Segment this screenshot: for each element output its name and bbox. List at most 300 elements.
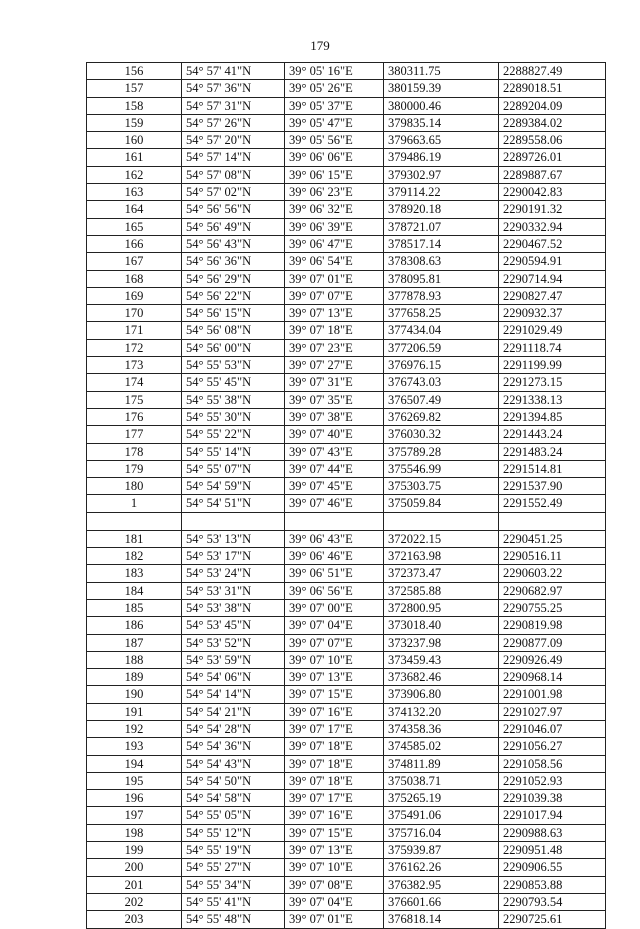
latitude-cell: 54° 53' 59"N bbox=[182, 651, 285, 668]
latitude-cell: 54° 54' 36"N bbox=[182, 738, 285, 755]
latitude-cell: 54° 54' 14"N bbox=[182, 686, 285, 703]
latitude-cell: 54° 55' 30"N bbox=[182, 408, 285, 425]
table-row bbox=[87, 634, 606, 651]
latitude-cell: 54° 53' 52"N bbox=[182, 634, 285, 651]
point-number-cell: 182 bbox=[87, 548, 182, 565]
y-coordinate-cell: 2290951.48 bbox=[499, 842, 606, 859]
coordinates-table-body bbox=[87, 63, 606, 929]
longitude-cell: 39° 07' 35"E bbox=[285, 391, 384, 408]
latitude-cell: 54° 57' 08"N bbox=[182, 166, 285, 183]
longitude-cell: 39° 07' 13"E bbox=[285, 842, 384, 859]
point-number-cell: 163 bbox=[87, 184, 182, 201]
latitude-cell: 54° 54' 59"N bbox=[182, 478, 285, 495]
table-row bbox=[87, 218, 606, 235]
longitude-cell bbox=[285, 512, 384, 530]
y-coordinate-cell: 2290819.98 bbox=[499, 617, 606, 634]
y-coordinate-cell: 2290332.94 bbox=[499, 218, 606, 235]
longitude-cell: 39° 07' 10"E bbox=[285, 651, 384, 668]
latitude-cell: 54° 56' 43"N bbox=[182, 235, 285, 252]
x-coordinate-cell: 374811.89 bbox=[384, 755, 499, 772]
point-number-cell: 196 bbox=[87, 790, 182, 807]
point-number-cell: 202 bbox=[87, 893, 182, 910]
point-number-cell: 169 bbox=[87, 287, 182, 304]
y-coordinate-cell: 2291483.24 bbox=[499, 443, 606, 460]
table-row bbox=[87, 548, 606, 565]
table-row bbox=[87, 460, 606, 477]
latitude-cell: 54° 55' 27"N bbox=[182, 859, 285, 876]
table-row bbox=[87, 322, 606, 339]
table-row bbox=[87, 911, 606, 928]
point-number-cell: 185 bbox=[87, 599, 182, 616]
latitude-cell: 54° 54' 50"N bbox=[182, 772, 285, 789]
longitude-cell: 39° 07' 13"E bbox=[285, 305, 384, 322]
latitude-cell: 54° 55' 48"N bbox=[182, 911, 285, 928]
longitude-cell: 39° 07' 46"E bbox=[285, 495, 384, 512]
point-number-cell: 170 bbox=[87, 305, 182, 322]
y-coordinate-cell: 2291537.90 bbox=[499, 478, 606, 495]
table-row bbox=[87, 166, 606, 183]
longitude-cell: 39° 07' 43"E bbox=[285, 443, 384, 460]
point-number-cell: 159 bbox=[87, 114, 182, 131]
longitude-cell: 39° 07' 16"E bbox=[285, 703, 384, 720]
table-row bbox=[87, 408, 606, 425]
longitude-cell: 39° 07' 13"E bbox=[285, 669, 384, 686]
y-coordinate-cell: 2290827.47 bbox=[499, 287, 606, 304]
longitude-cell: 39° 06' 43"E bbox=[285, 530, 384, 547]
table-row bbox=[87, 184, 606, 201]
y-coordinate-cell: 2289384.02 bbox=[499, 114, 606, 131]
longitude-cell: 39° 06' 51"E bbox=[285, 565, 384, 582]
point-number-cell: 161 bbox=[87, 149, 182, 166]
x-coordinate-cell: 379114.22 bbox=[384, 184, 499, 201]
latitude-cell: 54° 56' 49"N bbox=[182, 218, 285, 235]
y-coordinate-cell: 2290906.55 bbox=[499, 859, 606, 876]
y-coordinate-cell: 2290714.94 bbox=[499, 270, 606, 287]
latitude-cell: 54° 54' 58"N bbox=[182, 790, 285, 807]
x-coordinate-cell: 378517.14 bbox=[384, 235, 499, 252]
latitude-cell: 54° 57' 36"N bbox=[182, 80, 285, 97]
table-row bbox=[87, 617, 606, 634]
table-row bbox=[87, 893, 606, 910]
y-coordinate-cell: 2290467.52 bbox=[499, 235, 606, 252]
latitude-cell bbox=[182, 512, 285, 530]
longitude-cell: 39° 07' 15"E bbox=[285, 824, 384, 841]
point-number-cell: 157 bbox=[87, 80, 182, 97]
y-coordinate-cell: 2291443.24 bbox=[499, 426, 606, 443]
point-number-cell: 191 bbox=[87, 703, 182, 720]
longitude-cell: 39° 05' 47"E bbox=[285, 114, 384, 131]
longitude-cell: 39° 07' 15"E bbox=[285, 686, 384, 703]
latitude-cell: 54° 54' 28"N bbox=[182, 720, 285, 737]
x-coordinate-cell: 372800.95 bbox=[384, 599, 499, 616]
x-coordinate-cell: 375303.75 bbox=[384, 478, 499, 495]
point-number-cell: 192 bbox=[87, 720, 182, 737]
table-row bbox=[87, 443, 606, 460]
point-number-cell: 186 bbox=[87, 617, 182, 634]
y-coordinate-cell: 2291001.98 bbox=[499, 686, 606, 703]
point-number-cell: 194 bbox=[87, 755, 182, 772]
table-row bbox=[87, 772, 606, 789]
x-coordinate-cell: 373459.43 bbox=[384, 651, 499, 668]
x-coordinate-cell: 378721.07 bbox=[384, 218, 499, 235]
point-number-cell: 158 bbox=[87, 97, 182, 114]
y-coordinate-cell: 2291017.94 bbox=[499, 807, 606, 824]
y-coordinate-cell: 2291199.99 bbox=[499, 357, 606, 374]
y-coordinate-cell: 2290682.97 bbox=[499, 582, 606, 599]
table-row bbox=[87, 565, 606, 582]
x-coordinate-cell: 372022.15 bbox=[384, 530, 499, 547]
x-coordinate-cell: 376601.66 bbox=[384, 893, 499, 910]
table-row bbox=[87, 339, 606, 356]
table-row bbox=[87, 374, 606, 391]
longitude-cell: 39° 06' 54"E bbox=[285, 253, 384, 270]
y-coordinate-cell: 2290516.11 bbox=[499, 548, 606, 565]
x-coordinate-cell: 374358.36 bbox=[384, 720, 499, 737]
latitude-cell: 54° 54' 21"N bbox=[182, 703, 285, 720]
latitude-cell: 54° 57' 14"N bbox=[182, 149, 285, 166]
table-row bbox=[87, 530, 606, 547]
point-number-cell: 175 bbox=[87, 391, 182, 408]
longitude-cell: 39° 06' 32"E bbox=[285, 201, 384, 218]
x-coordinate-cell: 380000.46 bbox=[384, 97, 499, 114]
longitude-cell: 39° 07' 08"E bbox=[285, 876, 384, 893]
x-coordinate-cell: 375789.28 bbox=[384, 443, 499, 460]
longitude-cell: 39° 06' 06"E bbox=[285, 149, 384, 166]
y-coordinate-cell: 2291027.97 bbox=[499, 703, 606, 720]
longitude-cell: 39° 06' 47"E bbox=[285, 235, 384, 252]
y-coordinate-cell: 2291273.15 bbox=[499, 374, 606, 391]
y-coordinate-cell: 2291552.49 bbox=[499, 495, 606, 512]
x-coordinate-cell: 379302.97 bbox=[384, 166, 499, 183]
x-coordinate-cell: 377878.93 bbox=[384, 287, 499, 304]
y-coordinate-cell: 2289204.09 bbox=[499, 97, 606, 114]
latitude-cell: 54° 56' 22"N bbox=[182, 287, 285, 304]
latitude-cell: 54° 55' 14"N bbox=[182, 443, 285, 460]
y-coordinate-cell: 2290451.25 bbox=[499, 530, 606, 547]
table-row bbox=[87, 132, 606, 149]
point-number-cell: 172 bbox=[87, 339, 182, 356]
y-coordinate-cell: 2290191.32 bbox=[499, 201, 606, 218]
x-coordinate-cell: 376162.26 bbox=[384, 859, 499, 876]
latitude-cell: 54° 53' 24"N bbox=[182, 565, 285, 582]
table-row bbox=[87, 287, 606, 304]
latitude-cell: 54° 57' 26"N bbox=[182, 114, 285, 131]
latitude-cell: 54° 53' 31"N bbox=[182, 582, 285, 599]
point-number-cell: 199 bbox=[87, 842, 182, 859]
longitude-cell: 39° 07' 18"E bbox=[285, 755, 384, 772]
table-row bbox=[87, 114, 606, 131]
x-coordinate-cell: 379486.19 bbox=[384, 149, 499, 166]
longitude-cell: 39° 05' 37"E bbox=[285, 97, 384, 114]
point-number-cell: 165 bbox=[87, 218, 182, 235]
x-coordinate-cell: 373682.46 bbox=[384, 669, 499, 686]
latitude-cell: 54° 55' 19"N bbox=[182, 842, 285, 859]
longitude-cell: 39° 07' 01"E bbox=[285, 270, 384, 287]
y-coordinate-cell: 2288827.49 bbox=[499, 63, 606, 80]
point-number-cell: 197 bbox=[87, 807, 182, 824]
longitude-cell: 39° 07' 31"E bbox=[285, 374, 384, 391]
y-coordinate-cell: 2291338.13 bbox=[499, 391, 606, 408]
x-coordinate-cell: 372163.98 bbox=[384, 548, 499, 565]
point-number-cell: 1 bbox=[87, 495, 182, 512]
latitude-cell: 54° 55' 34"N bbox=[182, 876, 285, 893]
longitude-cell: 39° 07' 07"E bbox=[285, 287, 384, 304]
x-coordinate-cell: 375038.71 bbox=[384, 772, 499, 789]
latitude-cell: 54° 53' 13"N bbox=[182, 530, 285, 547]
table-row bbox=[87, 807, 606, 824]
latitude-cell: 54° 57' 20"N bbox=[182, 132, 285, 149]
longitude-cell: 39° 07' 10"E bbox=[285, 859, 384, 876]
x-coordinate-cell: 378920.18 bbox=[384, 201, 499, 218]
longitude-cell: 39° 07' 40"E bbox=[285, 426, 384, 443]
point-number-cell: 176 bbox=[87, 408, 182, 425]
longitude-cell: 39° 07' 18"E bbox=[285, 772, 384, 789]
y-coordinate-cell: 2291118.74 bbox=[499, 339, 606, 356]
x-coordinate-cell bbox=[384, 512, 499, 530]
latitude-cell: 54° 57' 31"N bbox=[182, 97, 285, 114]
table-row bbox=[87, 582, 606, 599]
y-coordinate-cell: 2290968.14 bbox=[499, 669, 606, 686]
x-coordinate-cell: 375491.06 bbox=[384, 807, 499, 824]
latitude-cell: 54° 55' 41"N bbox=[182, 893, 285, 910]
y-coordinate-cell: 2291039.38 bbox=[499, 790, 606, 807]
table-row bbox=[87, 669, 606, 686]
latitude-cell: 54° 57' 41"N bbox=[182, 63, 285, 80]
longitude-cell: 39° 05' 16"E bbox=[285, 63, 384, 80]
x-coordinate-cell: 376030.32 bbox=[384, 426, 499, 443]
y-coordinate-cell: 2291046.07 bbox=[499, 720, 606, 737]
y-coordinate-cell: 2290603.22 bbox=[499, 565, 606, 582]
y-coordinate-cell: 2290793.54 bbox=[499, 893, 606, 910]
latitude-cell: 54° 56' 08"N bbox=[182, 322, 285, 339]
longitude-cell: 39° 05' 56"E bbox=[285, 132, 384, 149]
longitude-cell: 39° 07' 38"E bbox=[285, 408, 384, 425]
table-row bbox=[87, 738, 606, 755]
longitude-cell: 39° 07' 04"E bbox=[285, 893, 384, 910]
point-number-cell: 193 bbox=[87, 738, 182, 755]
latitude-cell: 54° 56' 00"N bbox=[182, 339, 285, 356]
table-separator-row bbox=[87, 512, 606, 530]
x-coordinate-cell: 372373.47 bbox=[384, 565, 499, 582]
y-coordinate-cell: 2291056.27 bbox=[499, 738, 606, 755]
latitude-cell: 54° 55' 05"N bbox=[182, 807, 285, 824]
point-number-cell: 180 bbox=[87, 478, 182, 495]
latitude-cell: 54° 56' 15"N bbox=[182, 305, 285, 322]
y-coordinate-cell: 2289726.01 bbox=[499, 149, 606, 166]
table-row bbox=[87, 790, 606, 807]
latitude-cell: 54° 56' 56"N bbox=[182, 201, 285, 218]
longitude-cell: 39° 07' 44"E bbox=[285, 460, 384, 477]
x-coordinate-cell: 376976.15 bbox=[384, 357, 499, 374]
point-number-cell: 160 bbox=[87, 132, 182, 149]
latitude-cell: 54° 55' 45"N bbox=[182, 374, 285, 391]
longitude-cell: 39° 07' 04"E bbox=[285, 617, 384, 634]
y-coordinate-cell: 2290725.61 bbox=[499, 911, 606, 928]
x-coordinate-cell: 375265.19 bbox=[384, 790, 499, 807]
y-coordinate-cell: 2290932.37 bbox=[499, 305, 606, 322]
point-number-cell: 187 bbox=[87, 634, 182, 651]
point-number-cell: 190 bbox=[87, 686, 182, 703]
longitude-cell: 39° 06' 46"E bbox=[285, 548, 384, 565]
point-number-cell: 162 bbox=[87, 166, 182, 183]
table-row bbox=[87, 720, 606, 737]
y-coordinate-cell: 2291394.85 bbox=[499, 408, 606, 425]
point-number-cell: 167 bbox=[87, 253, 182, 270]
latitude-cell: 54° 55' 38"N bbox=[182, 391, 285, 408]
point-number-cell: 173 bbox=[87, 357, 182, 374]
table-row bbox=[87, 824, 606, 841]
longitude-cell: 39° 07' 18"E bbox=[285, 322, 384, 339]
coordinates-table bbox=[86, 62, 606, 929]
x-coordinate-cell: 373906.80 bbox=[384, 686, 499, 703]
longitude-cell: 39° 07' 00"E bbox=[285, 599, 384, 616]
y-coordinate-cell: 2290594.91 bbox=[499, 253, 606, 270]
latitude-cell: 54° 54' 43"N bbox=[182, 755, 285, 772]
x-coordinate-cell: 377206.59 bbox=[384, 339, 499, 356]
y-coordinate-cell: 2290755.25 bbox=[499, 599, 606, 616]
longitude-cell: 39° 07' 23"E bbox=[285, 339, 384, 356]
point-number-cell: 200 bbox=[87, 859, 182, 876]
x-coordinate-cell: 374132.20 bbox=[384, 703, 499, 720]
longitude-cell: 39° 06' 15"E bbox=[285, 166, 384, 183]
table-row bbox=[87, 859, 606, 876]
table-row bbox=[87, 478, 606, 495]
y-coordinate-cell: 2291029.49 bbox=[499, 322, 606, 339]
point-number-cell: 179 bbox=[87, 460, 182, 477]
latitude-cell: 54° 54' 06"N bbox=[182, 669, 285, 686]
y-coordinate-cell: 2290988.63 bbox=[499, 824, 606, 841]
latitude-cell: 54° 55' 22"N bbox=[182, 426, 285, 443]
latitude-cell: 54° 55' 07"N bbox=[182, 460, 285, 477]
longitude-cell: 39° 06' 56"E bbox=[285, 582, 384, 599]
point-number-cell: 178 bbox=[87, 443, 182, 460]
table-row bbox=[87, 876, 606, 893]
x-coordinate-cell: 376507.49 bbox=[384, 391, 499, 408]
point-number-cell: 174 bbox=[87, 374, 182, 391]
y-coordinate-cell: 2290042.83 bbox=[499, 184, 606, 201]
table-row bbox=[87, 97, 606, 114]
longitude-cell: 39° 07' 17"E bbox=[285, 720, 384, 737]
x-coordinate-cell: 376743.03 bbox=[384, 374, 499, 391]
table-row bbox=[87, 686, 606, 703]
table-row bbox=[87, 357, 606, 374]
table-row bbox=[87, 253, 606, 270]
y-coordinate-cell: 2290877.09 bbox=[499, 634, 606, 651]
x-coordinate-cell: 376382.95 bbox=[384, 876, 499, 893]
longitude-cell: 39° 05' 26"E bbox=[285, 80, 384, 97]
point-number-cell: 183 bbox=[87, 565, 182, 582]
y-coordinate-cell: 2291058.56 bbox=[499, 755, 606, 772]
x-coordinate-cell: 378095.81 bbox=[384, 270, 499, 287]
table-row bbox=[87, 201, 606, 218]
point-number-cell: 184 bbox=[87, 582, 182, 599]
table-row bbox=[87, 599, 606, 616]
x-coordinate-cell: 374585.02 bbox=[384, 738, 499, 755]
y-coordinate-cell: 2289018.51 bbox=[499, 80, 606, 97]
latitude-cell: 54° 56' 36"N bbox=[182, 253, 285, 270]
table-row bbox=[87, 651, 606, 668]
y-coordinate-cell: 2290853.88 bbox=[499, 876, 606, 893]
x-coordinate-cell: 379663.65 bbox=[384, 132, 499, 149]
longitude-cell: 39° 07' 01"E bbox=[285, 911, 384, 928]
point-number-cell: 168 bbox=[87, 270, 182, 287]
table-row bbox=[87, 235, 606, 252]
point-number-cell: 171 bbox=[87, 322, 182, 339]
y-coordinate-cell: 2291514.81 bbox=[499, 460, 606, 477]
longitude-cell: 39° 07' 17"E bbox=[285, 790, 384, 807]
x-coordinate-cell: 378308.63 bbox=[384, 253, 499, 270]
point-number-cell: 203 bbox=[87, 911, 182, 928]
latitude-cell: 54° 56' 29"N bbox=[182, 270, 285, 287]
point-number-cell: 188 bbox=[87, 651, 182, 668]
point-number-cell: 195 bbox=[87, 772, 182, 789]
x-coordinate-cell: 373237.98 bbox=[384, 634, 499, 651]
longitude-cell: 39° 07' 07"E bbox=[285, 634, 384, 651]
latitude-cell: 54° 57' 02"N bbox=[182, 184, 285, 201]
latitude-cell: 54° 55' 53"N bbox=[182, 357, 285, 374]
x-coordinate-cell: 376818.14 bbox=[384, 911, 499, 928]
x-coordinate-cell: 377434.04 bbox=[384, 322, 499, 339]
longitude-cell: 39° 07' 18"E bbox=[285, 738, 384, 755]
point-number-cell: 201 bbox=[87, 876, 182, 893]
x-coordinate-cell: 375546.99 bbox=[384, 460, 499, 477]
table-row bbox=[87, 149, 606, 166]
x-coordinate-cell: 379835.14 bbox=[384, 114, 499, 131]
page-number: 179 bbox=[310, 38, 330, 53]
x-coordinate-cell: 377658.25 bbox=[384, 305, 499, 322]
point-number-cell: 198 bbox=[87, 824, 182, 841]
table-row bbox=[87, 842, 606, 859]
x-coordinate-cell: 375716.04 bbox=[384, 824, 499, 841]
longitude-cell: 39° 06' 23"E bbox=[285, 184, 384, 201]
x-coordinate-cell: 376269.82 bbox=[384, 408, 499, 425]
longitude-cell: 39° 07' 45"E bbox=[285, 478, 384, 495]
y-coordinate-cell: 2289558.06 bbox=[499, 132, 606, 149]
x-coordinate-cell: 373018.40 bbox=[384, 617, 499, 634]
table-row bbox=[87, 63, 606, 80]
table-row bbox=[87, 80, 606, 97]
point-number-cell: 181 bbox=[87, 530, 182, 547]
latitude-cell: 54° 53' 38"N bbox=[182, 599, 285, 616]
longitude-cell: 39° 06' 39"E bbox=[285, 218, 384, 235]
x-coordinate-cell: 380159.39 bbox=[384, 80, 499, 97]
point-number-cell bbox=[87, 512, 182, 530]
table-row bbox=[87, 270, 606, 287]
longitude-cell: 39° 07' 16"E bbox=[285, 807, 384, 824]
x-coordinate-cell: 380311.75 bbox=[384, 63, 499, 80]
x-coordinate-cell: 375939.87 bbox=[384, 842, 499, 859]
y-coordinate-cell bbox=[499, 512, 606, 530]
latitude-cell: 54° 55' 12"N bbox=[182, 824, 285, 841]
point-number-cell: 164 bbox=[87, 201, 182, 218]
table-row bbox=[87, 305, 606, 322]
table-row bbox=[87, 495, 606, 512]
y-coordinate-cell: 2290926.49 bbox=[499, 651, 606, 668]
y-coordinate-cell: 2291052.93 bbox=[499, 772, 606, 789]
point-number-cell: 156 bbox=[87, 63, 182, 80]
x-coordinate-cell: 372585.88 bbox=[384, 582, 499, 599]
table-row bbox=[87, 755, 606, 772]
table-row bbox=[87, 703, 606, 720]
x-coordinate-cell: 375059.84 bbox=[384, 495, 499, 512]
longitude-cell: 39° 07' 27"E bbox=[285, 357, 384, 374]
point-number-cell: 189 bbox=[87, 669, 182, 686]
table-row bbox=[87, 426, 606, 443]
latitude-cell: 54° 53' 17"N bbox=[182, 548, 285, 565]
latitude-cell: 54° 54' 51"N bbox=[182, 495, 285, 512]
table-row bbox=[87, 391, 606, 408]
point-number-cell: 166 bbox=[87, 235, 182, 252]
